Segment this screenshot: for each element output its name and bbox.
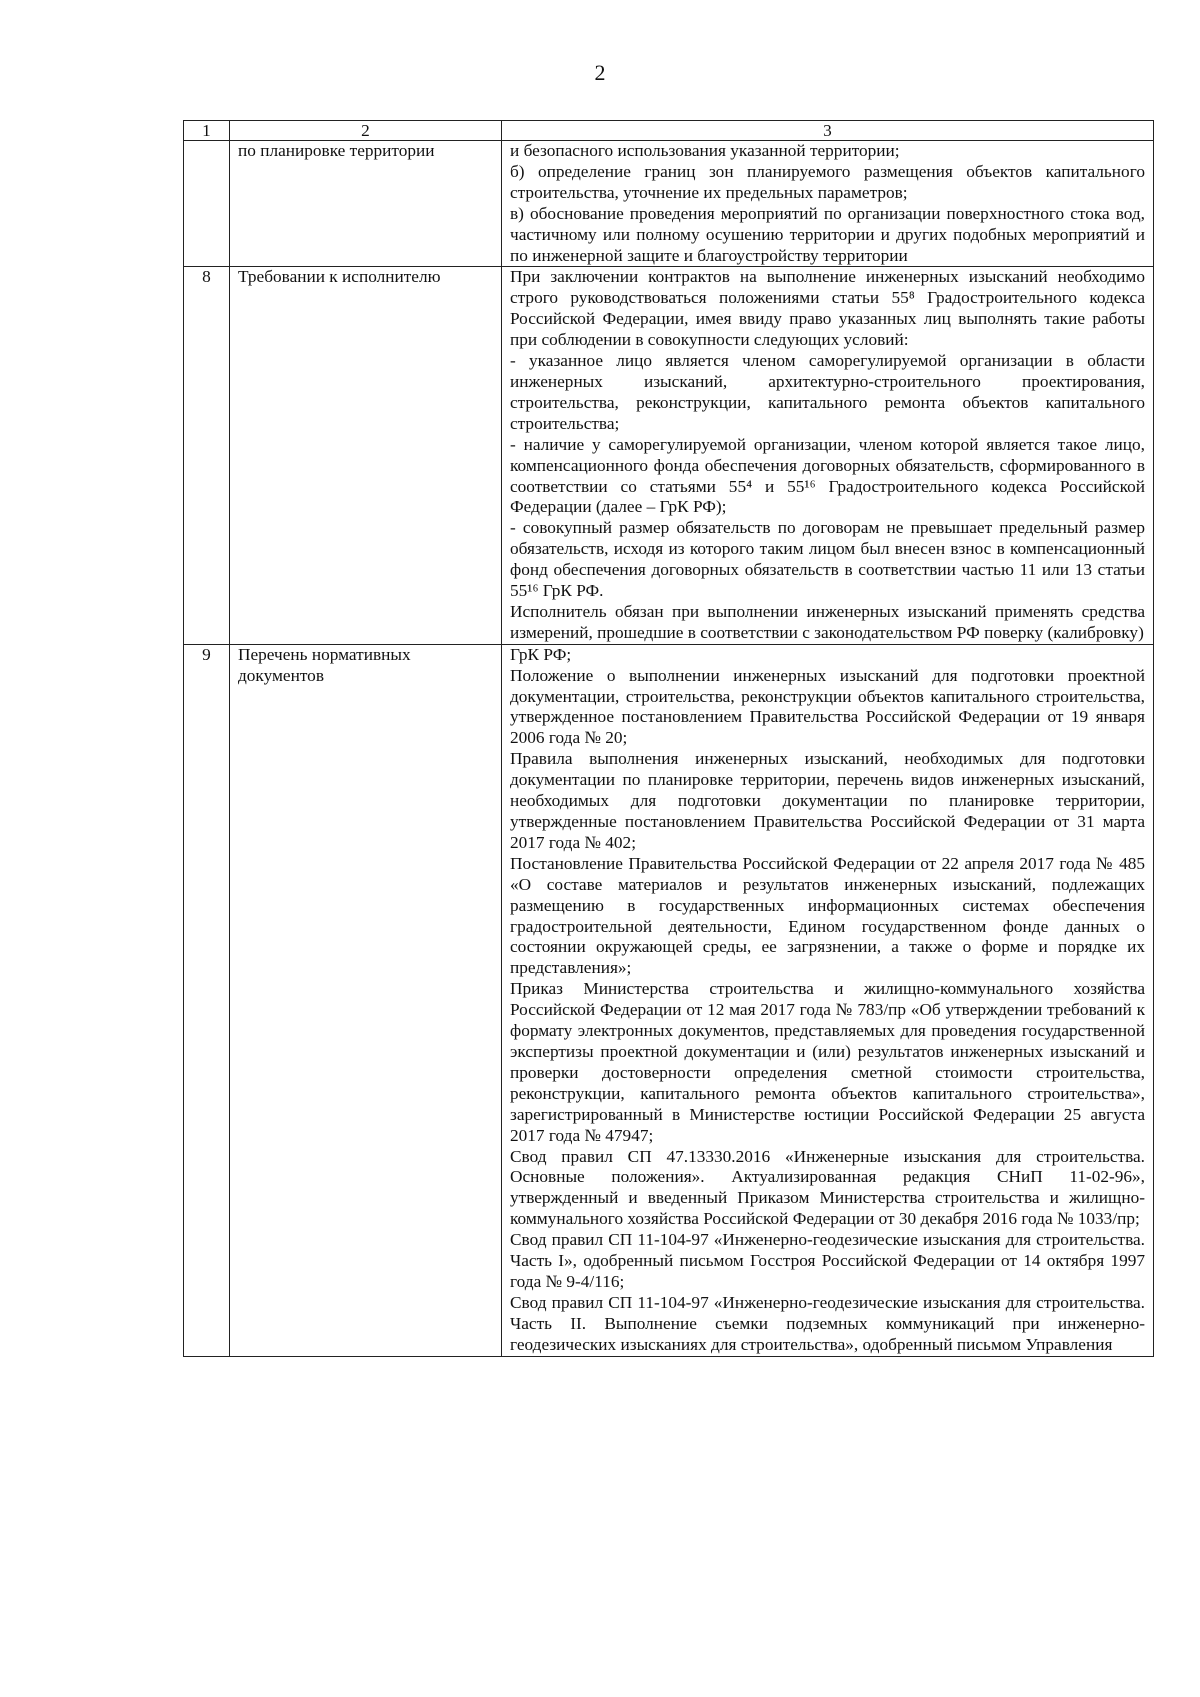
row-name-cell: Требовании к исполнителю [230, 267, 502, 644]
content-paragraph: - наличие у саморегулируемой организации, членом которой является такое лицо, компенсационного фонда обеспечения договорных обязательств, сформированного в соответствии со статьями 55⁴ и 55¹⁶ Градостроительного кодекса Российской Федерации (далее – ГрК РФ); [510, 434, 1145, 517]
content-paragraph: Постановление Правительства Российской Федерации от 22 апреля 2017 года № 485 «О составе материалов и результатов инженерных изысканий, подлежащих размещению в государственных информационных системах обеспечения градостроительной деятельности, Едином государственном фонде данных о состоянии окружающей среды, ее загрязнении, а также о форме и порядке их представления»; [510, 853, 1145, 978]
content-paragraph: Исполнитель обязан при выполнении инженерных изысканий применять средства измерений, прошедшие в соответствии с законодательством РФ поверку (калибровку) [510, 601, 1145, 642]
content-paragraph: Свод правил СП 11-104-97 «Инженерно-геодезические изыскания для строительства. Часть II. Выполнение съемки подземных коммуникаций при инженерно-геодезических изысканиях для строительства», одобренный письмом Управления [510, 1292, 1145, 1354]
header-cell-col1: 1 [184, 121, 230, 141]
content-paragraph: Приказ Министерства строительства и жилищно-коммунального хозяйства Российской Федерации от 12 мая 2017 года № 783/пр «Об утверждении требований к формату электронных документов, представляемых для проведения государственной экспертизы проектной документации и (или) результатов инженерных изысканий и проверки достоверности определения сметной стоимости строительства, реконструкции, капитального ремонта объектов капитального строительства», зарегистрированный в Министерстве юстиции Российской Федерации 25 августа 2017 года № 47947; [510, 979, 1145, 1145]
row-number-cell: 9 [184, 644, 230, 1356]
content-paragraph: Свод правил СП 47.13330.2016 «Инженерные изыскания для строительства. Основные положения». Актуализированная редакция СНиП 11-02-96», утвержденный и введенный Приказом Министерства строительства и жилищно-коммунального хозяйства Российской Федерации от 30 декабря 2016 года № 1033/пр; [510, 1146, 1145, 1229]
table-row [184, 644, 1154, 1356]
content-paragraph: - указанное лицо является членом саморегулируемой организации в области инженерных изысканий, архитектурно-строительного проектирования, строительства, реконструкции, капитального ремонта объектов капитального строительства; [510, 351, 1145, 433]
table-row [184, 141, 1154, 267]
content-paragraph: в) обоснование проведения мероприятий по организации поверхностного стока вод, частичному или полному осушению территории и других подобных мероприятий и по инженерной защите и благоустройству территории [510, 203, 1145, 265]
content-paragraph: и безопасного использования указанной территории; [510, 141, 900, 160]
table-row [184, 267, 1154, 644]
row-content-cell [502, 644, 1154, 1356]
row-number-cell [184, 141, 230, 267]
page-number: 2 [594, 60, 606, 85]
header-cell-col2: 2 [230, 121, 502, 141]
content-paragraph: ГрК РФ; [510, 644, 572, 664]
content-paragraph: - совокупный размер обязательств по договорам не превышает предельный размер обязательств, исходя из которого таким лицом был внесен взнос в компенсационный фонд обеспечения договорных обязательств в соответствии частью 11 или 13 статьи 55¹⁶ ГрК РФ. [510, 518, 1145, 601]
row-name-cell: по планировке территории [230, 141, 502, 267]
content-paragraph: Положение о выполнении инженерных изысканий для подготовки проектной документации, строительства, реконструкции объектов капитального строительства, утвержденное постановлением Правительства Российской Федерации от 19 января 2006 года № 20; [510, 665, 1145, 748]
header-cell-col3: 3 [502, 121, 1154, 141]
row-content-cell [502, 141, 1154, 267]
content-paragraph: Свод правил СП 11-104-97 «Инженерно-геодезические изыскания для строительства. Часть I», одобренный письмом Госстроя Российской Федерации от 14 октября 1997 года № 9-4/116; [510, 1230, 1145, 1291]
content-paragraph: б) определение границ зон планируемого размещения объектов капитального строительства, уточнение их предельных параметров; [510, 161, 1145, 202]
content-paragraph: При заключении контрактов на выполнение инженерных изысканий необходимо строго руководствоваться положениями статьи 55⁸ Градостроительного кодекса Российской Федерации, имея ввиду право указанных лиц выполнять такие работы при соблюдении в совокупности следующих условий: [510, 267, 1145, 350]
row-content-cell [502, 267, 1154, 644]
requirements-table [183, 120, 1154, 1357]
row-number-cell: 8 [184, 267, 230, 644]
content-paragraph: Правила выполнения инженерных изысканий, необходимых для подготовки документации по планировке территории, перечень видов инженерных изысканий, необходимых для подготовки документации по планировке территории, утвержденные постановлением Правительства Российской Федерации от 31 марта 2017 года № 402; [510, 749, 1145, 852]
row-name-cell: Перечень нормативных документов [230, 644, 502, 1356]
table-header-row [184, 121, 1154, 141]
